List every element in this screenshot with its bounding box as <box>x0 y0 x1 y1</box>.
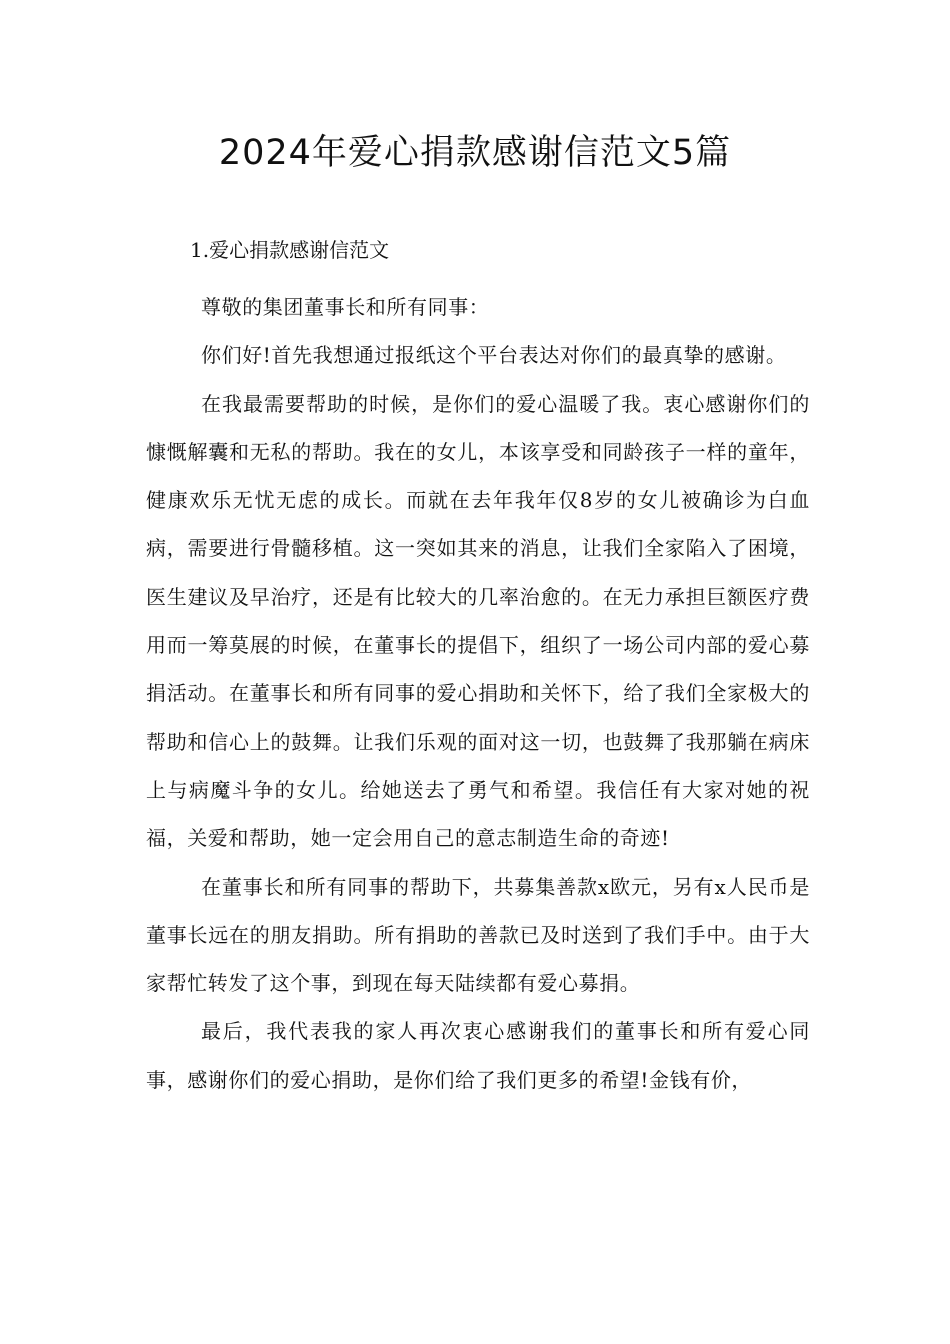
closing-paragraph: 最后，我代表我的家人再次衷心感谢我们的董事长和所有爱心同事，感谢你们的爱心捐助，是你们给了我们更多的希望!金钱有价， <box>146 1019 810 1092</box>
salutation-paragraph: 尊敬的集团董事长和所有同事： <box>201 295 490 319</box>
greeting-paragraph: 你们好!首先我想通过报纸这个平台表达对你们的最真挚的感谢。 <box>201 343 787 368</box>
body-paragraph: 在我最需要帮助的时候，是你们的爱心温暖了我。衷心感谢你们的慷慨解囊和无私的帮助。我在的女儿，本该享受和同龄孩子一样的童年，健康欢乐无忧无虑的成长。而就在去年我年仅8岁的女儿被确诊为白血病，需要进行骨髓移植。这一突如其来的消息，让我们全家陷入了困境，医生建议及早治疗，还是有比较大的几率治愈的。在无力承担巨额医疗费用而一筹莫展的时候，在董事长的提倡下，组织了一场公司内部的爱心募捐活动。在董事长和所有同事的爱心捐助和关怀下，给了我们全家极大的帮助和信心上的鼓舞。让我们乐观的面对这一切，也鼓舞了我那躺在病床上与病魔斗争的女儿。给她送去了勇气和希望。我信任有大家对她的祝福，关爱和帮助，她一定会用自己的意志制造生命的奇迹! <box>146 391 810 851</box>
letter-body <box>146 283 810 1104</box>
body-paragraph: 在董事长和所有同事的帮助下，共募集善款x欧元，另有x人民币是董事长远在的朋友捐助。所有捐助的善款已及时送到了我们手中。由于大家帮忙转发了这个事，到现在每天陆续都有爱心募捐。 <box>146 874 810 996</box>
section-heading: 1.爱心捐款感谢信范文 <box>190 238 390 262</box>
document-title: 2024年爱心捐款感谢信范文5篇 <box>218 133 732 173</box>
